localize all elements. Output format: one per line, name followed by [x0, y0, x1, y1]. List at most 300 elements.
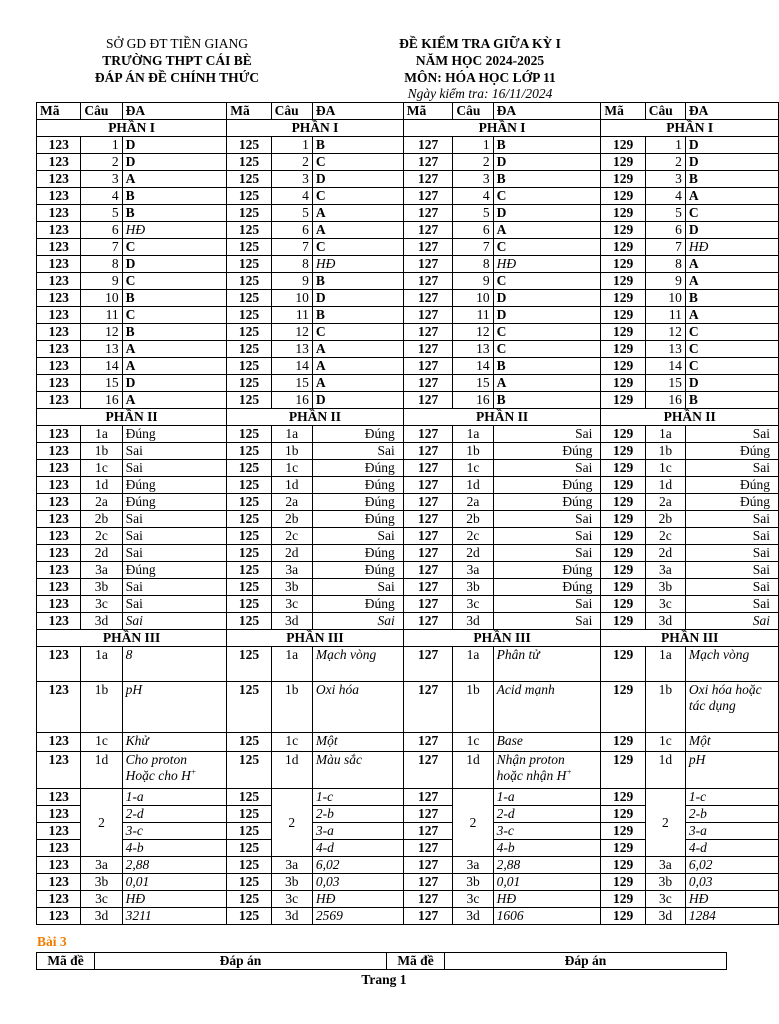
exam-code: 129: [601, 596, 645, 613]
question-number: 2d: [81, 545, 122, 562]
exam-code: 125: [227, 273, 271, 290]
question-number: 3b: [453, 874, 493, 891]
exam-code: 129: [601, 154, 645, 171]
answer-cell: Đúng: [312, 477, 403, 494]
answer-cell: Sai: [122, 528, 227, 545]
code-column-header: Mã: [37, 103, 81, 120]
question-number: 2: [453, 789, 493, 857]
question-number: 3d: [453, 908, 493, 925]
question-number: 3c: [645, 891, 685, 908]
question-number: 3d: [453, 613, 493, 630]
section-label: PHẦN II: [403, 409, 601, 426]
exam-code: 127: [403, 375, 453, 392]
question-number: 3a: [453, 857, 493, 874]
part3-row: [37, 647, 779, 682]
question-number: 3b: [81, 874, 122, 891]
answer-cell: HĐ: [685, 239, 778, 256]
answer-cell: [493, 733, 601, 752]
exam-code: 123: [37, 682, 81, 733]
answer-cell: C: [312, 239, 403, 256]
exam-code: 127: [403, 857, 453, 874]
answer-cell: B: [685, 171, 778, 188]
part1-row: [37, 324, 779, 341]
exam-code: 125: [227, 752, 271, 789]
section-label: PHẦN I: [227, 120, 404, 137]
exam-code: 125: [227, 579, 271, 596]
exam-code: 123: [37, 477, 81, 494]
exam-code: 129: [601, 273, 645, 290]
answer-cell: [685, 682, 778, 733]
question-number: 3c: [271, 596, 312, 613]
answer-cell: B: [122, 324, 227, 341]
exam-code: 123: [37, 511, 81, 528]
section-label: PHẦN I: [37, 120, 227, 137]
question-number: 3c: [453, 891, 493, 908]
answer-cell: [312, 733, 403, 752]
exam-code: 125: [227, 908, 271, 925]
question-column-header: Câu: [271, 103, 312, 120]
exam-code: 123: [37, 840, 81, 857]
exam-code: 125: [227, 205, 271, 222]
question-number: 1d: [453, 477, 493, 494]
exam-code: 123: [37, 205, 81, 222]
answer-cell: Sai: [493, 511, 601, 528]
answer-cell: Đúng: [685, 477, 778, 494]
answer-cell: C: [312, 188, 403, 205]
answer-cell: Sai: [122, 579, 227, 596]
exam-code: 125: [227, 341, 271, 358]
answer-cell: Sai: [493, 460, 601, 477]
exam-code: 129: [601, 205, 645, 222]
part3-q2-row: [37, 789, 779, 806]
exam-code: 127: [403, 290, 453, 307]
answer-cell: D: [122, 256, 227, 273]
question-number: 13: [453, 341, 493, 358]
exam-code: 129: [601, 341, 645, 358]
part1-row: [37, 154, 779, 171]
question-number: 1b: [645, 443, 685, 460]
exam-code: 125: [227, 392, 271, 409]
answer-cell: 6,02: [685, 857, 778, 874]
part1-row: [37, 188, 779, 205]
exam-code: 127: [403, 273, 453, 290]
exam-title: ĐỀ KIỂM TRA GIỮA KỲ I: [399, 36, 561, 51]
answer-cell: Đúng: [493, 477, 601, 494]
question-number: 1c: [81, 460, 122, 477]
question-number: 3a: [81, 562, 122, 579]
part1-row: [37, 392, 779, 409]
section-label: PHẦN I: [403, 120, 601, 137]
question-number: 15: [81, 375, 122, 392]
answer-cell: [122, 752, 227, 789]
exam-code: 125: [227, 494, 271, 511]
question-number: 6: [81, 222, 122, 239]
question-number: 3b: [645, 874, 685, 891]
answer-text: Khử: [125, 733, 149, 748]
answer-cell: 2,88: [122, 857, 227, 874]
question-number: 3c: [81, 891, 122, 908]
question-number: 3d: [81, 908, 122, 925]
question-column-header: Câu: [453, 103, 493, 120]
exam-code: 125: [227, 596, 271, 613]
exam-code: 129: [601, 511, 645, 528]
answer-cell: [312, 682, 403, 733]
exam-code: 127: [403, 222, 453, 239]
exam-code: 127: [403, 188, 453, 205]
question-number: 2: [81, 789, 122, 857]
exam-code: 129: [601, 857, 645, 874]
part3-q3-row: [37, 874, 779, 891]
answer-cell: Đúng: [312, 511, 403, 528]
answer-cell: A: [312, 375, 403, 392]
answer-cell: Đúng: [493, 562, 601, 579]
answer-cell: 2569: [312, 908, 403, 925]
question-number: 1c: [81, 733, 122, 752]
exam-code: 129: [601, 874, 645, 891]
school-name: TRƯỜNG THPT CÁI BÈ: [102, 53, 252, 68]
exam-code: 127: [403, 891, 453, 908]
question-number: 3c: [645, 596, 685, 613]
question-number: 14: [453, 358, 493, 375]
exam-code: 129: [601, 222, 645, 239]
section-row: [37, 409, 779, 426]
exam-code: 127: [403, 528, 453, 545]
exam-code: 125: [227, 358, 271, 375]
exam-code: 129: [601, 840, 645, 857]
question-number: 14: [645, 358, 685, 375]
part1-row: [37, 358, 779, 375]
exam-code: 127: [403, 545, 453, 562]
exam-code: 123: [37, 806, 81, 823]
answer-cell: C: [493, 239, 601, 256]
exam-code: 129: [601, 494, 645, 511]
answer-cell: Sai: [685, 528, 778, 545]
code-column-header: Mã: [403, 103, 453, 120]
answer-cell: C: [312, 154, 403, 171]
exam-code: 123: [37, 545, 81, 562]
exam-code: 125: [227, 256, 271, 273]
department-name: SỞ GD ĐT TIỀN GIANG: [106, 36, 248, 51]
answer-cell: 2-b: [312, 806, 403, 823]
question-number: 1b: [81, 682, 122, 733]
question-number: 12: [81, 324, 122, 341]
question-number: 1b: [453, 443, 493, 460]
question-number: 2b: [453, 511, 493, 528]
answer-cell: Đúng: [493, 579, 601, 596]
answer-cell: 1-a: [122, 789, 227, 806]
section-label: PHẦN II: [37, 409, 227, 426]
answer-cell: [685, 647, 778, 682]
exam-code: 125: [227, 290, 271, 307]
bai3-answer-header: Đáp án: [95, 953, 387, 970]
question-number: 1d: [645, 752, 685, 789]
question-number: 3b: [81, 579, 122, 596]
exam-code: 129: [601, 171, 645, 188]
question-number: 2d: [453, 545, 493, 562]
answer-cell: 0,01: [122, 874, 227, 891]
question-number: 2c: [81, 528, 122, 545]
answer-cell: Đúng: [122, 477, 227, 494]
exam-code: 123: [37, 375, 81, 392]
answer-cell: Sai: [685, 596, 778, 613]
exam-code: 129: [601, 562, 645, 579]
question-number: 2: [645, 154, 685, 171]
question-number: 1: [271, 137, 312, 154]
exam-code: 127: [403, 908, 453, 925]
question-number: 1a: [453, 426, 493, 443]
exam-code: 127: [403, 426, 453, 443]
answer-cell: [493, 682, 601, 733]
question-number: 1d: [81, 752, 122, 789]
question-number: 2a: [81, 494, 122, 511]
question-number: 9: [645, 273, 685, 290]
question-number: 9: [271, 273, 312, 290]
question-number: 15: [271, 375, 312, 392]
question-number: 10: [645, 290, 685, 307]
answer-cell: [312, 752, 403, 789]
question-number: 13: [81, 341, 122, 358]
exam-code: 125: [227, 324, 271, 341]
answer-cell: Sai: [312, 613, 403, 630]
answer-cell: B: [312, 273, 403, 290]
exam-code: 125: [227, 806, 271, 823]
answer-cell: C: [122, 239, 227, 256]
exam-code: 127: [403, 682, 453, 733]
exam-code: 129: [601, 256, 645, 273]
answer-cell: Sai: [685, 562, 778, 579]
exam-code: 129: [601, 891, 645, 908]
part2-row: [37, 562, 779, 579]
answer-text: Acid mạnh: [496, 682, 555, 697]
exam-code: 123: [37, 171, 81, 188]
answer-cell: A: [122, 358, 227, 375]
answer-key-title: ĐÁP ÁN ĐỀ CHÍNH THỨC: [94, 70, 260, 85]
exam-code: 125: [227, 682, 271, 733]
section-label: PHẦN II: [601, 409, 779, 426]
question-number: 1b: [453, 682, 493, 733]
exam-code: 129: [601, 613, 645, 630]
answer-cell: [122, 647, 227, 682]
answer-cell: Sai: [122, 460, 227, 477]
exam-code: 125: [227, 857, 271, 874]
answer-cell: Đúng: [122, 562, 227, 579]
answer-cell: 0,01: [493, 874, 601, 891]
question-number: 1a: [81, 647, 122, 682]
answer-text: Oxi hóa hoặc tác dụng: [688, 682, 762, 713]
answer-cell: C: [122, 307, 227, 324]
question-number: 1d: [645, 477, 685, 494]
question-number: 3a: [81, 857, 122, 874]
exam-code: 127: [403, 205, 453, 222]
question-number: 10: [81, 290, 122, 307]
answer-key-table: [36, 102, 779, 925]
question-number: 3a: [271, 562, 312, 579]
question-number: 11: [453, 307, 493, 324]
answer-cell: [493, 752, 601, 789]
answer-cell: Sai: [493, 426, 601, 443]
exam-code: 123: [37, 789, 81, 806]
exam-code: 125: [227, 460, 271, 477]
exam-code: 123: [37, 528, 81, 545]
question-number: 3a: [645, 857, 685, 874]
exam-code: 125: [227, 375, 271, 392]
exam-code: 127: [403, 341, 453, 358]
answer-cell: B: [122, 188, 227, 205]
exam-code: 127: [403, 562, 453, 579]
answer-cell: 3-a: [685, 823, 778, 840]
answer-cell: 1-c: [312, 789, 403, 806]
question-number: 2d: [645, 545, 685, 562]
exam-code: 123: [37, 908, 81, 925]
part2-row: [37, 511, 779, 528]
answer-cell: 4-d: [312, 840, 403, 857]
exam-code: 129: [601, 137, 645, 154]
exam-code: 125: [227, 528, 271, 545]
exam-code: 125: [227, 511, 271, 528]
answer-cell: A: [312, 341, 403, 358]
answer-cell: D: [312, 171, 403, 188]
question-number: 8: [271, 256, 312, 273]
subject: MÔN: HÓA HỌC LỚP 11: [404, 70, 556, 85]
exam-code: 125: [227, 789, 271, 806]
exam-code: 129: [601, 908, 645, 925]
question-number: 5: [81, 205, 122, 222]
answer-cell: 0,03: [312, 874, 403, 891]
answer-cell: Sai: [685, 511, 778, 528]
exam-code: 127: [403, 511, 453, 528]
answer-cell: A: [312, 358, 403, 375]
answer-cell: [122, 682, 227, 733]
exam-code: 123: [37, 752, 81, 789]
question-number: 2b: [81, 511, 122, 528]
exam-code: 123: [37, 137, 81, 154]
answer-cell: C: [493, 341, 601, 358]
question-number: 6: [645, 222, 685, 239]
exam-code: 129: [601, 307, 645, 324]
question-number: 3: [453, 171, 493, 188]
exam-code: 127: [403, 789, 453, 806]
answer-cell: Sai: [493, 528, 601, 545]
part1-row: [37, 239, 779, 256]
part1-row: [37, 375, 779, 392]
question-number: 1a: [271, 426, 312, 443]
answer-cell: Sai: [122, 545, 227, 562]
bai3-header-row: [37, 953, 727, 970]
question-number: 1a: [645, 647, 685, 682]
exam-code: 123: [37, 647, 81, 682]
question-number: 3b: [271, 579, 312, 596]
exam-code: 125: [227, 154, 271, 171]
question-number: 1d: [271, 752, 312, 789]
part1-row: [37, 171, 779, 188]
exam-code: 125: [227, 137, 271, 154]
answer-cell: B: [493, 358, 601, 375]
bai3-answer-header: Đáp án: [445, 953, 727, 970]
part2-row: [37, 579, 779, 596]
question-number: 9: [453, 273, 493, 290]
exam-code: 127: [403, 239, 453, 256]
answer-cell: [493, 647, 601, 682]
exam-code: 129: [601, 290, 645, 307]
column-header-row: [37, 103, 779, 120]
answer-cell: Sai: [685, 460, 778, 477]
exam-code: 129: [601, 789, 645, 806]
question-number: 7: [271, 239, 312, 256]
bai3-code-header: Mã đề: [387, 953, 445, 970]
answer-cell: Sai: [122, 511, 227, 528]
question-number: 3a: [645, 562, 685, 579]
question-number: 2d: [271, 545, 312, 562]
question-number: 3c: [81, 596, 122, 613]
answer-cell: Đúng: [685, 494, 778, 511]
answer-text: Cho proton Hoặc cho H: [125, 752, 191, 783]
code-column-header: Mã: [227, 103, 271, 120]
question-number: 10: [453, 290, 493, 307]
question-number: 7: [81, 239, 122, 256]
answer-cell: 3-c: [493, 823, 601, 840]
exam-code: 127: [403, 733, 453, 752]
answer-cell: A: [122, 171, 227, 188]
answer-text: Nhận proton hoặc nhận H: [496, 752, 567, 783]
question-number: 1: [81, 137, 122, 154]
answer-cell: A: [122, 341, 227, 358]
exam-code: 127: [403, 477, 453, 494]
answer-column-header: ĐA: [122, 103, 227, 120]
answer-cell: [312, 647, 403, 682]
answer-cell: C: [122, 273, 227, 290]
exam-code: 125: [227, 426, 271, 443]
question-number: 2c: [645, 528, 685, 545]
question-number: 3: [645, 171, 685, 188]
question-number: 13: [645, 341, 685, 358]
answer-cell: Sai: [312, 528, 403, 545]
answer-cell: Đúng: [122, 426, 227, 443]
exam-code: 129: [601, 545, 645, 562]
exam-code: 127: [403, 154, 453, 171]
answer-cell: C: [493, 273, 601, 290]
exam-code: 123: [37, 494, 81, 511]
answer-cell: Đúng: [312, 596, 403, 613]
exam-code: 125: [227, 613, 271, 630]
exam-code: 127: [403, 307, 453, 324]
exam-code: 127: [403, 494, 453, 511]
question-number: 8: [81, 256, 122, 273]
question-number: 11: [271, 307, 312, 324]
exam-code: 123: [37, 290, 81, 307]
question-number: 11: [81, 307, 122, 324]
answer-cell: [685, 752, 778, 789]
answer-cell: 1284: [685, 908, 778, 925]
answer-cell: D: [685, 375, 778, 392]
header-right: [370, 35, 590, 86]
exam-code: 123: [37, 460, 81, 477]
answer-cell: A: [312, 222, 403, 239]
answer-cell: D: [685, 154, 778, 171]
question-number: 8: [645, 256, 685, 273]
answer-cell: C: [685, 358, 778, 375]
question-number: 13: [271, 341, 312, 358]
answer-text: Base: [496, 733, 523, 748]
question-number: 3a: [271, 857, 312, 874]
answer-cell: 2-b: [685, 806, 778, 823]
answer-cell: B: [122, 205, 227, 222]
plus-superscript: +: [566, 767, 572, 777]
exam-code: 129: [601, 358, 645, 375]
answer-cell: [122, 733, 227, 752]
question-number: 16: [645, 392, 685, 409]
exam-date: Ngày kiểm tra: 16/11/2024: [407, 86, 553, 101]
answer-text: Mạch vòng: [315, 647, 377, 662]
